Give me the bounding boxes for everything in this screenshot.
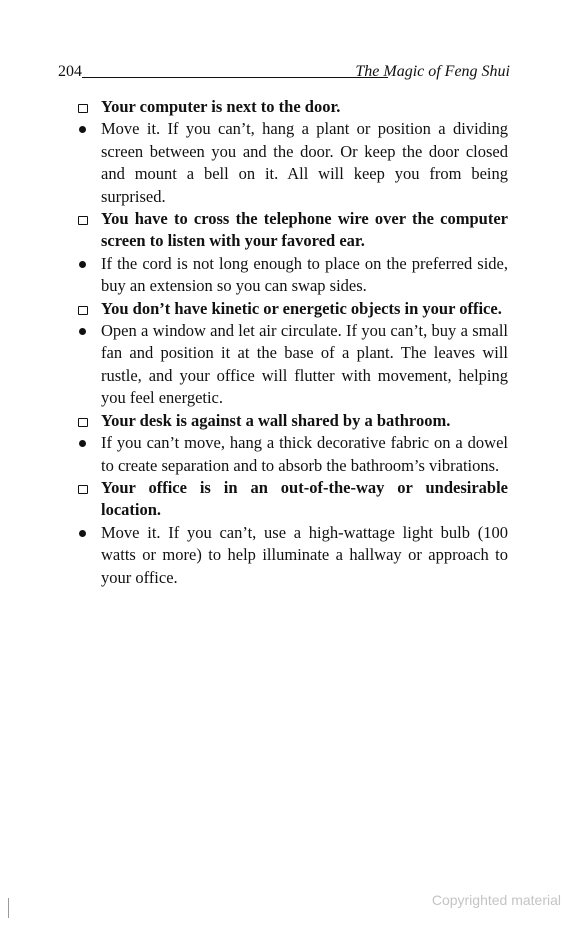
solution-item xyxy=(76,320,508,410)
solution-text: If you can’t move, hang a thick decorative fabric on a dowel to create separation and to absorb the bathroom’s vibrations. xyxy=(101,433,508,475)
solution-item xyxy=(76,432,508,477)
problem-text: Your computer is next to the door. xyxy=(101,97,341,116)
solution-item xyxy=(76,118,508,208)
solution-item xyxy=(76,253,508,298)
problem-text: Your desk is against a wall shared by a bathroom. xyxy=(101,410,451,430)
solution-text: Open a window and let air circulate. If you can’t, buy a small fan and position it at the base of a plant. The leaves will rustle, and your office will flutter with movement, helping you feel energetic. xyxy=(101,321,508,408)
problem-text: You have to cross the telephone wire over the computer screen to listen with your favored ear. xyxy=(101,209,508,251)
problem-text: Your office is in an out-of-the-way or undesirable location. xyxy=(101,477,508,520)
solution-text: Move it. If you can’t, use a high-wattage light bulb (100 watts or more) to help illuminate a hallway or approach to your office. xyxy=(101,522,508,587)
problem-item xyxy=(76,298,508,320)
problem-item xyxy=(76,477,508,522)
problem-text: You don’t have kinetic or energetic objects in your office. xyxy=(101,298,502,318)
problem-item xyxy=(76,96,508,118)
solution-item xyxy=(76,522,508,589)
solution-text: If the cord is not long enough to place on the preferred side, buy an extension so you can swap sides. xyxy=(101,253,508,296)
page-header xyxy=(58,62,510,82)
tips-list xyxy=(76,96,508,589)
page-number: 204 xyxy=(58,63,82,80)
running-title: The Magic of Feng Shui xyxy=(355,63,510,80)
solution-text: Move it. If you can’t, hang a plant or position a dividing screen between you and the door. Or keep the door closed and mount a bell on it. All will keep you from being surprised. xyxy=(101,119,508,206)
header-rule xyxy=(82,77,388,78)
problem-item xyxy=(76,208,508,253)
copyright-watermark: Copyrighted material xyxy=(431,892,561,908)
page-edge-mark xyxy=(8,898,9,918)
problem-item xyxy=(76,410,508,432)
